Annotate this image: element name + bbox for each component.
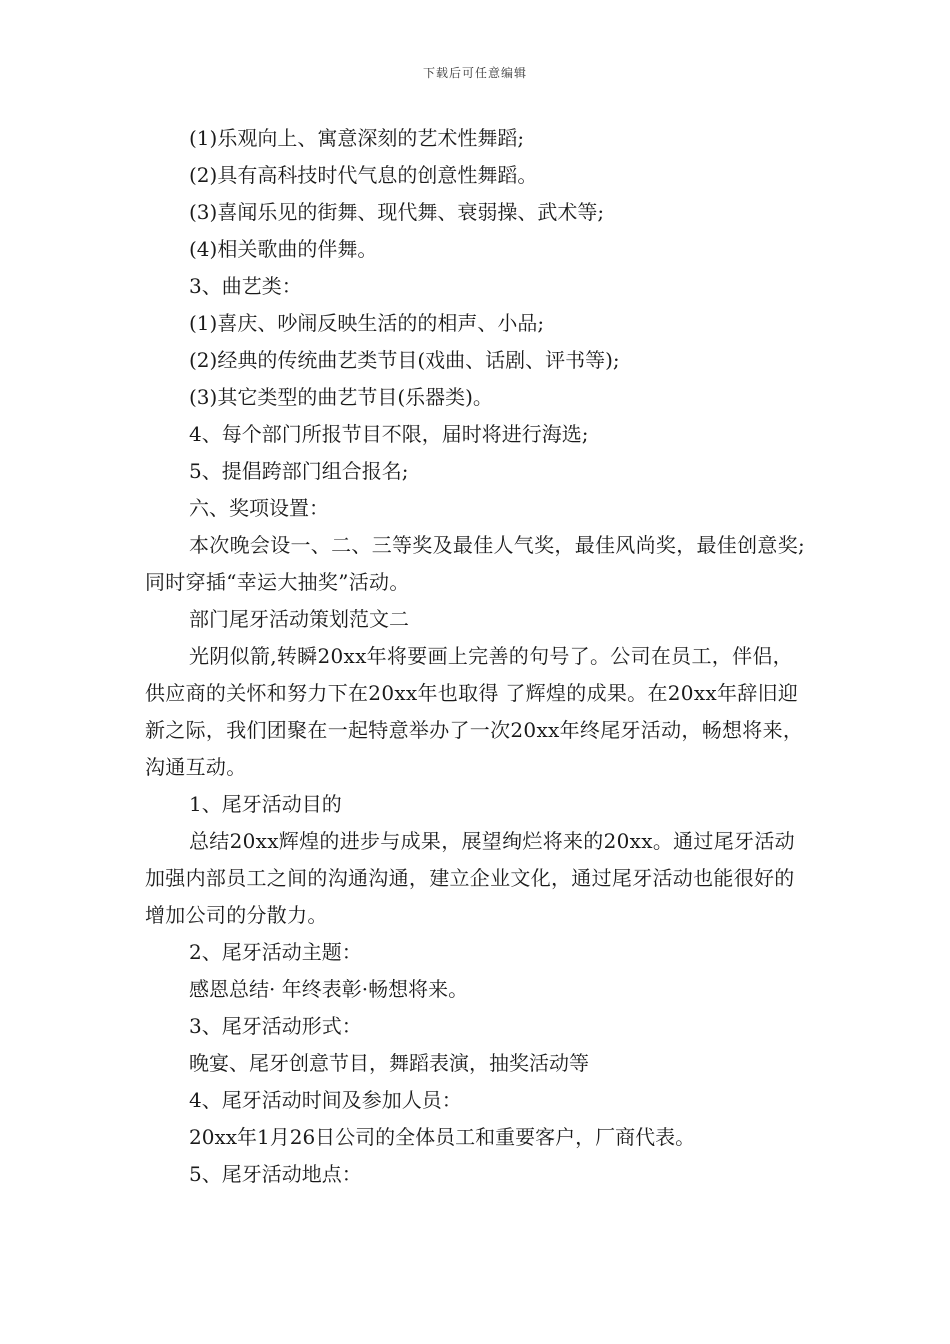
paragraph: 感恩总结· 年终表彰·畅想将来。 [189,977,469,1001]
paragraph: 4、每个部门所报节目不限，届时将进行海选; [189,422,589,446]
paragraph: (3)其它类型的曲艺节目(乐器类)。 [189,385,493,409]
paragraph: (2)具有高科技时代气息的创意性舞蹈。 [189,163,538,187]
section-heading: 3、曲艺类： [189,274,302,298]
paragraph: 光阴似箭,转瞬20xx年将要画上完善的句号了。公司在员工，伴侣，供应商的关怀和努力下在20xx年也取得 了辉煌的成果。在20xx年辞旧迎新之际，我们团聚在一起特意举办了一次20xx年终尾牙活动，畅想将来，沟通互动。 [145,644,804,779]
paragraph: 总结20xx辉煌的进步与成果，展望绚烂将来的20xx。通过尾牙活动加强内部员工之间的沟通沟通，建立企业文化，通过尾牙活动也能很好的增加公司的分散力。 [145,829,795,927]
section-heading: 3、尾牙活动形式： [189,1014,362,1038]
section-heading: 4、尾牙活动时间及参加人员： [189,1088,462,1112]
paragraph: 本次晚会设一、二、三等奖及最佳人气奖，最佳风尚奖，最佳创意奖;同时穿插“幸运大抽奖”活动。 [145,533,806,594]
document-body [145,120,810,1193]
section-heading: 六、奖项设置： [189,496,329,520]
page-header: 下载后可任意编辑 [422,66,527,80]
section-heading: 2、尾牙活动主题： [189,940,362,964]
paragraph: 5、提倡跨部门组合报名; [189,459,409,483]
paragraph: (3)喜闻乐见的街舞、现代舞、衰弱操、武术等; [189,200,605,224]
paragraph: 20xx年1月26日公司的全体员工和重要客户，厂商代表。 [189,1125,696,1149]
paragraph: 晚宴、尾牙创意节目，舞蹈表演，抽奖活动等 [189,1051,589,1075]
paragraph: (1)喜庆、吵闹反映生活的的相声、小品; [189,311,545,335]
paragraph: (1)乐观向上、寓意深刻的艺术性舞蹈; [189,126,525,150]
section-heading: 5、尾牙活动地点： [189,1162,362,1186]
article-title: 部门尾牙活动策划范文二 [189,607,409,631]
paragraph: (4)相关歌曲的伴舞。 [189,237,378,261]
paragraph: (2)经典的传统曲艺类节目(戏曲、话剧、评书等); [189,348,620,372]
section-heading: 1、尾牙活动目的 [189,792,342,816]
